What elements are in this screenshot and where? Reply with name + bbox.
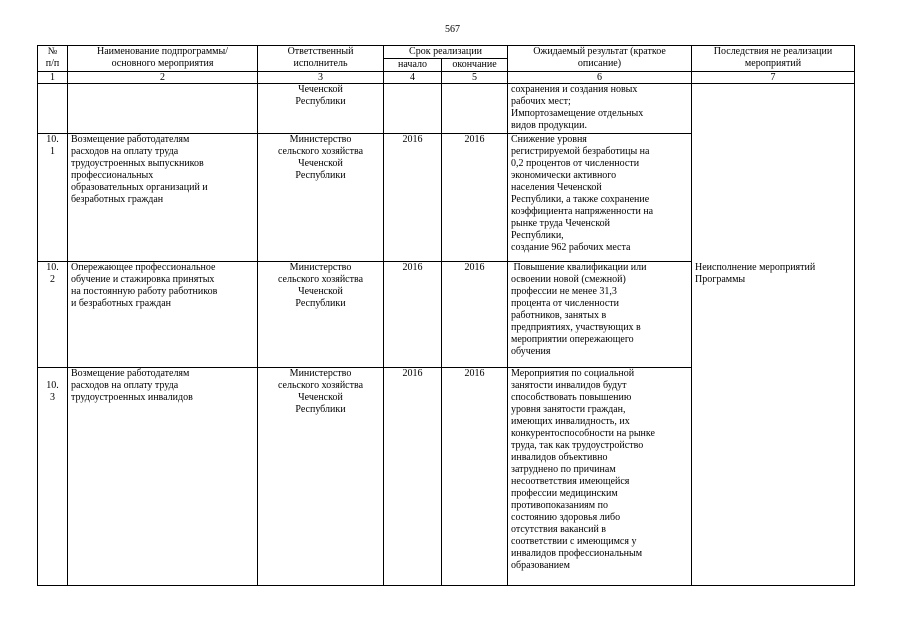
- header-name: Наименование подпрограммы/ основного мероприятия: [68, 46, 258, 72]
- table-row: [38, 84, 855, 134]
- row-end: 2016: [442, 134, 508, 262]
- header-start: начало: [384, 59, 442, 72]
- table-row: [38, 368, 855, 586]
- header-responsible: Ответственный исполнитель: [258, 46, 384, 72]
- row-number: 10. 2: [38, 262, 68, 368]
- row-responsible: Чеченской Республики: [258, 84, 384, 134]
- row-consequence: [692, 84, 855, 134]
- index-cell: 7: [692, 72, 855, 84]
- row-consequence: Неисполнение мероприятий Программы: [692, 262, 855, 368]
- header-end: окончание: [442, 59, 508, 72]
- row-responsible: Министерство сельского хозяйства Чеченской Республики: [258, 134, 384, 262]
- row-result: Повышение квалификации или освоении новой (смежной) профессии не менее 31,3 процента от численности работников, занятых в предприятиях, участвующих в мероприятии опережающего обучения: [508, 262, 692, 368]
- row-number: 10. 3: [38, 368, 68, 586]
- row-consequence: [692, 368, 855, 586]
- row-result: сохранения и создания новых рабочих мест; Импортозамещение отдельных видов продукции.: [508, 84, 692, 134]
- row-start: [384, 84, 442, 134]
- page-number: 567: [445, 24, 460, 35]
- header-num: № п/п: [38, 46, 68, 72]
- row-name: Возмещение работодателям расходов на оплату труда трудоустроенных выпускников профессиональных образовательных организаций и безработных граждан: [68, 134, 258, 262]
- row-name: Возмещение работодателям расходов на оплату труда трудоустроенных инвалидов: [68, 368, 258, 586]
- index-cell: 2: [68, 72, 258, 84]
- row-name: Опережающее профессиональное обучение и стажировка принятых на постоянную работу работников и безработных граждан: [68, 262, 258, 368]
- header-term: Срок реализации: [384, 46, 508, 59]
- row-end: 2016: [442, 262, 508, 368]
- header-consequence: Последствия не реализации мероприятий: [692, 46, 855, 72]
- index-cell: 1: [38, 72, 68, 84]
- header-result: Ожидаемый результат (краткое описание): [508, 46, 692, 72]
- row-result: Снижение уровня регистрируемой безработицы на 0,2 процентов от численности экономически активного населения Чеченской Республики, а также сохранение коэффициента напряженности на рынке труда Чеченской Республики, создание 962 рабочих места: [508, 134, 692, 262]
- row-number: [38, 84, 68, 134]
- row-start: 2016: [384, 368, 442, 586]
- row-responsible: Министерство сельского хозяйства Чеченской Республики: [258, 368, 384, 586]
- index-cell: 5: [442, 72, 508, 84]
- row-end: [442, 84, 508, 134]
- index-cell: 3: [258, 72, 384, 84]
- row-end: 2016: [442, 368, 508, 586]
- index-cell: 6: [508, 72, 692, 84]
- row-number: 10. 1: [38, 134, 68, 262]
- row-responsible: Министерство сельского хозяйства Чеченской Республики: [258, 262, 384, 368]
- row-consequence: [692, 134, 855, 262]
- row-start: 2016: [384, 262, 442, 368]
- column-index-row: [38, 72, 855, 84]
- row-result: Мероприятия по социальной занятости инвалидов будут способствовать повышению уровня занятости граждан, имеющих инвалидность, их конкурентоспособности на рынке труда, так как трудоустройство инвалидов объективно затруднено по причинам несоответствия имеющейся профессии медицинским противопоказаниям по состоянию здоровья либо отсутствия вакансий в соответствии с имеющимся у инвалидов профессиональным образованием: [508, 368, 692, 586]
- table-row: [38, 134, 855, 262]
- row-start: 2016: [384, 134, 442, 262]
- table-row: [38, 262, 855, 368]
- row-name: [68, 84, 258, 134]
- index-cell: 4: [384, 72, 442, 84]
- program-table: [37, 45, 855, 586]
